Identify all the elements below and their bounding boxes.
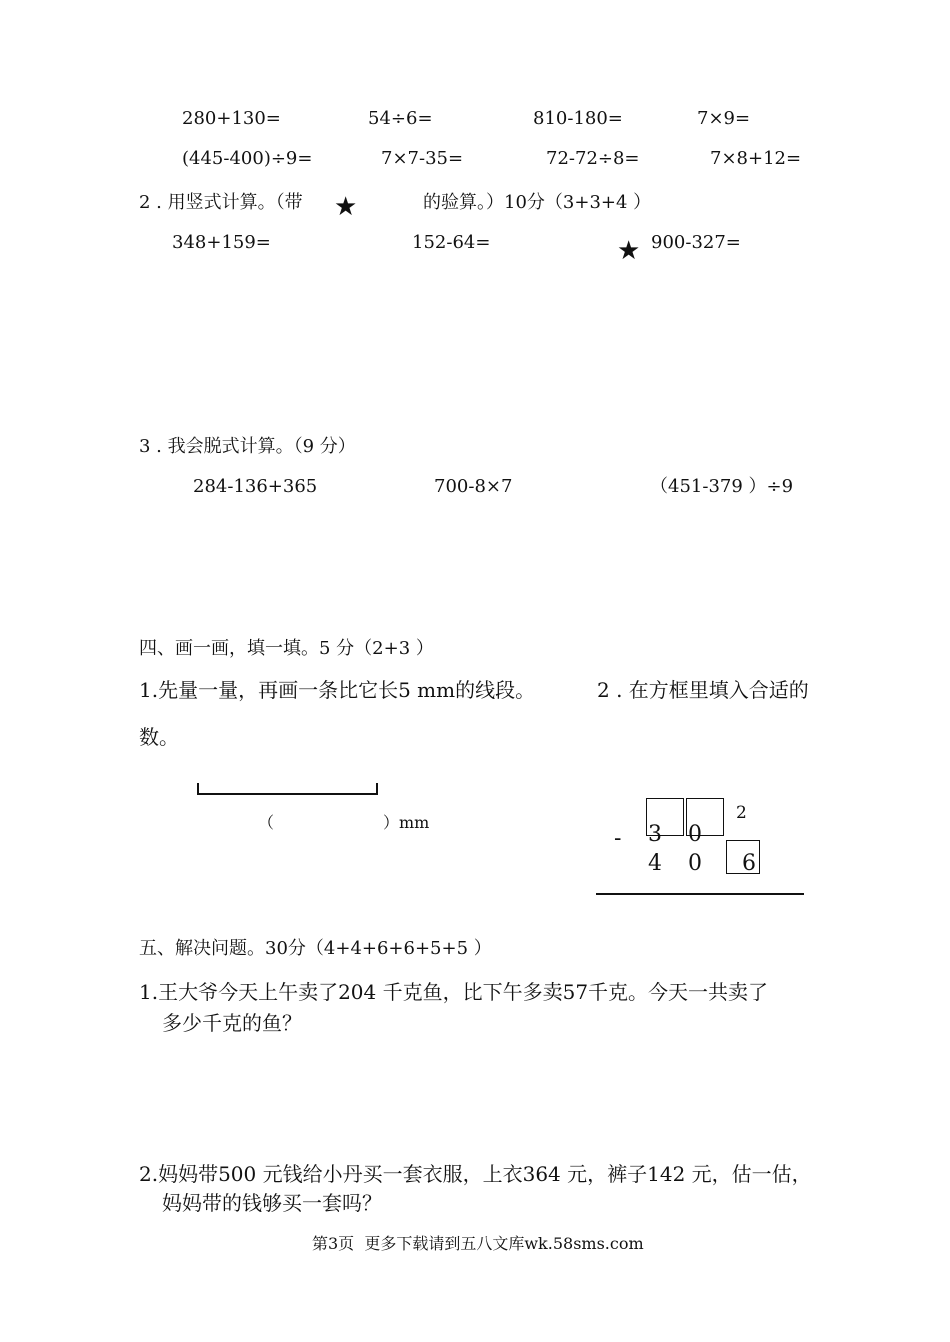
s5-q2-line2: 妈妈带的钱够买一套吗？ [162, 1191, 382, 1215]
s5-q1-line2: 多少千克的鱼？ [162, 1011, 302, 1035]
oral-calc-6: 7×7-35= [381, 148, 464, 169]
q3-item-3: （451-379 ）÷9 [650, 476, 794, 497]
oral-calc-8: 7×8+12= [710, 148, 802, 169]
oral-calc-2: 54÷6= [368, 108, 433, 129]
digit-bottom-tens: 0 [688, 851, 702, 876]
digit-bottom-ones: 6 [742, 851, 756, 876]
s5-q2-line1: 2.妈妈带500 元钱给小丹买一套衣服，上衣364 元，裤子142 元，估一估， [139, 1162, 812, 1186]
q2-item-1: 348+159= [172, 232, 271, 253]
section4-title: 四、画一画，填一填。5 分（2+3 ） [139, 638, 434, 659]
oral-calc-1: 280+130= [182, 108, 281, 129]
digit-top-ones: 2 [736, 803, 747, 823]
result-line [596, 893, 804, 895]
measure-answer-suffix: ）mm [383, 813, 430, 832]
section5-title: 五、解决问题。30分（4+4+6+6+5+5 ） [139, 938, 492, 959]
star-icon: ★ [334, 192, 358, 222]
section4-part2-cont: 数。 [139, 725, 179, 749]
digit-top-tens: 0 [688, 822, 702, 847]
q2-item-3: 900-327= [651, 232, 741, 253]
measure-paren-open: （ [258, 813, 275, 832]
q2-label-part1: 2 . 用竖式计算。（带 [139, 192, 303, 213]
q2-item-2: 152-64= [412, 232, 491, 253]
s5-q1-line1: 1.王大爷今天上午卖了204 千克鱼，比下午多卖57千克。今天一共卖了 [139, 980, 769, 1004]
oral-calc-3: 810-180= [533, 108, 623, 129]
q3-label: 3 . 我会脱式计算。（9 分） [139, 436, 356, 457]
q2-label-part2: 的验算。）10分（3+3+4 ） [423, 192, 652, 213]
oral-calc-5: (445-400)÷9= [182, 148, 313, 169]
section4-part2: 2 . 在方框里填入合适的 [597, 678, 809, 702]
minus-sign: - [614, 826, 622, 851]
digit-top-hundreds: 3 [648, 822, 662, 847]
oral-calc-4: 7×9= [697, 108, 751, 129]
section4-part1: 1.先量一量，再画一条比它长5 mm的线段。 [139, 678, 536, 702]
q3-item-1: 284-136+365 [193, 476, 318, 497]
q3-item-2: 700-8×7 [434, 476, 513, 497]
star-icon: ★ [617, 236, 641, 266]
page-footer: 第3页 更多下载请到五八文库wk.58sms.com [312, 1234, 644, 1253]
digit-bottom-hundreds: 4 [648, 851, 662, 876]
oral-calc-7: 72-72÷8= [546, 148, 640, 169]
